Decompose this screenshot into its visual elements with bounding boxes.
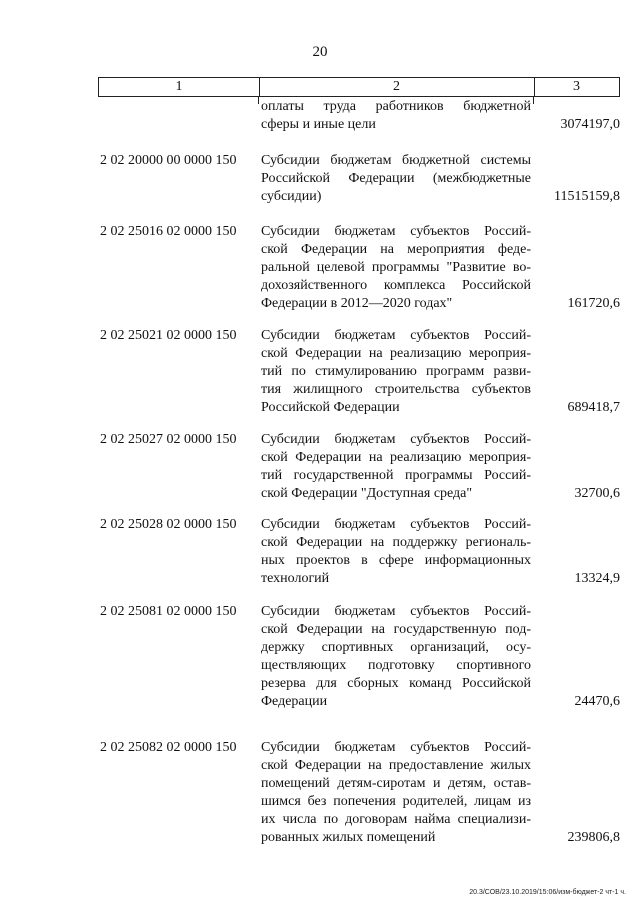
description-line: тий государственной программы Россий- bbox=[261, 468, 531, 483]
description-line: технологий bbox=[261, 571, 330, 586]
row-description bbox=[261, 327, 531, 417]
description-line: их числа по договорам найма специализи- bbox=[261, 812, 531, 827]
row-amount: 32700,6 bbox=[574, 486, 620, 501]
description-line: ных проектов в сфере информационных bbox=[261, 553, 531, 568]
row-amount: 3074197,0 bbox=[560, 117, 620, 132]
header-col-1: 1 bbox=[99, 78, 260, 96]
description-line: дохозяйственного комплекса Российской bbox=[261, 278, 531, 293]
row-amount: 161720,6 bbox=[567, 296, 620, 311]
row-code: 2 02 25021 02 0000 150 bbox=[100, 328, 237, 343]
row-description bbox=[261, 223, 531, 313]
description-line: рованных жилых помещений bbox=[261, 830, 436, 845]
description-line: субсидии) bbox=[261, 189, 322, 204]
description-line: Субсидии бюджетам субъектов Россий- bbox=[261, 604, 531, 619]
description-line: Субсидии бюджетам бюджетной системы bbox=[261, 153, 531, 168]
description-line: держку спортивных организаций, осу- bbox=[261, 640, 531, 655]
description-line: Российской Федерации (межбюджетные bbox=[261, 171, 531, 186]
description-line: Субсидии бюджетам субъектов Россий- bbox=[261, 224, 531, 239]
column-divider bbox=[258, 96, 259, 104]
row-amount: 239806,8 bbox=[567, 830, 620, 845]
row-code: 2 02 25082 02 0000 150 bbox=[100, 740, 237, 755]
row-description bbox=[261, 431, 531, 503]
description-line: ской Федерации на государственную под- bbox=[261, 622, 531, 637]
description-line: Российской Федерации bbox=[261, 400, 400, 415]
row-description bbox=[261, 739, 531, 847]
row-code: 2 02 25028 02 0000 150 bbox=[100, 517, 237, 532]
document-footer: 20.3/СОВ/23.10.2019/15:06/изм-бюджет-2 чт-1 ч. bbox=[469, 889, 626, 896]
header-col-2: 2 bbox=[259, 78, 535, 96]
description-line: резерва для сборных команд Российской bbox=[261, 676, 531, 691]
description-line: ской Федерации "Доступная среда" bbox=[261, 486, 473, 501]
row-description bbox=[261, 516, 531, 588]
description-line: Федерации в 2012—2020 годах" bbox=[261, 296, 453, 311]
description-line: ществляющих подготовку спортивного bbox=[261, 658, 531, 673]
description-line: ской Федерации на предоставление жилых bbox=[261, 758, 531, 773]
description-line: сферы и иные цели bbox=[261, 117, 376, 132]
description-line: оплаты труда работников бюджетной bbox=[261, 99, 531, 114]
header-col-3: 3 bbox=[573, 79, 580, 94]
description-line: шимся без попечения родителей, лицам из bbox=[261, 794, 531, 809]
row-amount: 11515159,8 bbox=[554, 189, 620, 204]
description-line: тий по стимулированию программ разви- bbox=[261, 364, 531, 379]
column-divider bbox=[533, 96, 534, 104]
row-code: 2 02 25016 02 0000 150 bbox=[100, 224, 237, 239]
description-line: ской Федерации на поддержку региональ- bbox=[261, 535, 531, 550]
description-line: ской Федерации на мероприятия феде- bbox=[261, 242, 531, 257]
row-description bbox=[261, 98, 531, 134]
row-description bbox=[261, 603, 531, 711]
row-amount: 24470,6 bbox=[574, 694, 620, 709]
description-line: тия жилищного строительства субъектов bbox=[261, 382, 531, 397]
row-description bbox=[261, 152, 531, 206]
description-line: Субсидии бюджетам субъектов Россий- bbox=[261, 328, 531, 343]
row-amount: 13324,9 bbox=[574, 571, 620, 586]
row-amount: 689418,7 bbox=[567, 400, 620, 415]
row-code: 2 02 20000 00 0000 150 bbox=[100, 153, 237, 168]
description-line: Субсидии бюджетам субъектов Россий- bbox=[261, 740, 531, 755]
description-line: ральной целевой программы "Развитие во- bbox=[261, 260, 531, 275]
description-line: ской Федерации на реализацию мероприя- bbox=[261, 450, 531, 465]
description-line: Субсидии бюджетам субъектов Россий- bbox=[261, 432, 531, 447]
page-number: 20 bbox=[312, 44, 328, 60]
description-line: Федерации bbox=[261, 694, 328, 709]
description-line: Субсидии бюджетам субъектов Россий- bbox=[261, 517, 531, 532]
table-header bbox=[98, 77, 620, 97]
row-code: 2 02 25081 02 0000 150 bbox=[100, 604, 237, 619]
description-line: помещений детям-сиротам и детям, остав- bbox=[261, 776, 531, 791]
description-line: ской Федерации на реализацию мероприя- bbox=[261, 346, 531, 361]
row-code: 2 02 25027 02 0000 150 bbox=[100, 432, 237, 447]
